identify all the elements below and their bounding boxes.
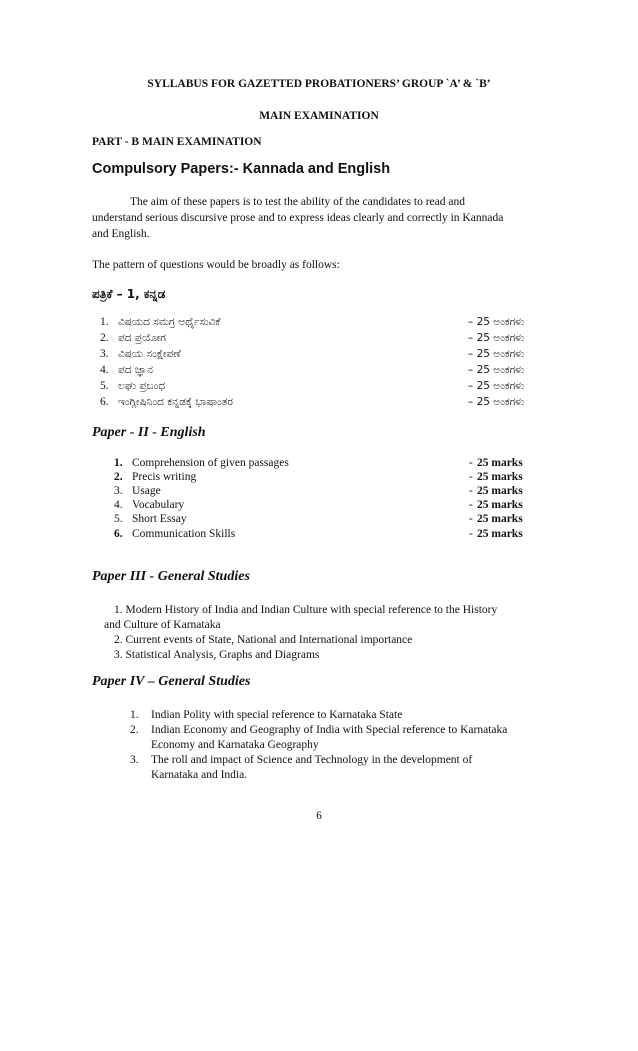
kannada-paper-heading: ಪತ್ರಿಕೆ – 1, ಕನ್ನಡ bbox=[92, 287, 166, 301]
item-text: Usage bbox=[132, 485, 161, 497]
item-marks: – 25 ಅಂಕಗಳು bbox=[468, 396, 525, 408]
item-marks: 25 marks bbox=[477, 513, 523, 525]
item-number: 2. bbox=[114, 471, 123, 483]
english-paper-heading: Paper - II - English bbox=[92, 425, 206, 440]
item-dash: - bbox=[469, 457, 473, 469]
intro-paragraph-line-1: The aim of these papers is to test the ability of the candidates to read and bbox=[130, 196, 465, 208]
list-item bbox=[0, 512, 638, 526]
item-text: ಪದ ಪ್ರಯೋಗ bbox=[118, 332, 166, 344]
list-item bbox=[0, 456, 638, 470]
item-number: 5. bbox=[100, 380, 109, 392]
item-number: 1. bbox=[114, 457, 123, 469]
item-number: 3. bbox=[114, 485, 123, 497]
paper-4-item-number: 3. bbox=[130, 754, 139, 766]
list-item bbox=[0, 363, 638, 377]
item-dash: - bbox=[469, 471, 473, 483]
paper-4-item-number: 2. bbox=[130, 724, 139, 736]
document-subtitle: MAIN EXAMINATION bbox=[259, 110, 379, 122]
item-text: Short Essay bbox=[132, 513, 187, 525]
item-number: 3. bbox=[100, 348, 109, 360]
paper-3-heading: Paper III - General Studies bbox=[92, 569, 250, 584]
item-marks: – 25 ಅಂಕಗಳು bbox=[468, 364, 525, 376]
list-item bbox=[0, 484, 638, 498]
item-text: ಲಘು ಪ್ರಬಂಧ bbox=[118, 380, 166, 392]
item-number: 1. bbox=[100, 316, 109, 328]
part-heading: PART - B MAIN EXAMINATION bbox=[92, 136, 262, 148]
item-text: ಇಂಗ್ಲೀಷಿನಿಂದ ಕನ್ನಡಕ್ಕೆ ಭಾಷಾಂತರ bbox=[118, 396, 233, 408]
item-marks: 25 marks bbox=[477, 499, 523, 511]
item-text: ಪದ ಜ್ಞಾನ bbox=[118, 364, 153, 376]
item-number: 6. bbox=[100, 396, 109, 408]
item-dash: - bbox=[469, 499, 473, 511]
paper-3-item-2: 2. Current events of State, National and International importance bbox=[114, 634, 413, 646]
paper-3-item-1-line-1: 1. Modern History of India and Indian Culture with special reference to the History bbox=[114, 604, 498, 616]
paper-3-item-1-line-2: and Culture of Karnataka bbox=[104, 619, 221, 631]
item-number: 6. bbox=[114, 528, 123, 540]
intro-paragraph-line-3: and English. bbox=[92, 228, 150, 240]
item-marks: – 25 ಅಂಕಗಳು bbox=[468, 380, 525, 392]
item-marks: – 25 ಅಂಕಗಳು bbox=[468, 348, 525, 360]
item-text: Comprehension of given passages bbox=[132, 457, 289, 469]
item-dash: - bbox=[469, 528, 473, 540]
document-title: SYLLABUS FOR GAZETTED PROBATIONERS’ GROUP `A’ & `B’ bbox=[147, 78, 491, 90]
item-marks: – 25 ಅಂಕಗಳು bbox=[468, 332, 525, 344]
item-marks: 25 marks bbox=[477, 485, 523, 497]
item-marks: 25 marks bbox=[477, 457, 523, 469]
paper-4-item-3-line-2: Karnataka and India. bbox=[151, 769, 248, 781]
paper-4-heading: Paper IV – General Studies bbox=[92, 674, 251, 689]
item-text: ವಿಷಯ ಸಂಕ್ಷೇಪಣೆ bbox=[118, 348, 181, 360]
compulsory-papers-heading: Compulsory Papers:- Kannada and English bbox=[92, 161, 391, 177]
paper-4-item-number: 1. bbox=[130, 709, 139, 721]
intro-paragraph-line-2: understand serious discursive prose and to express ideas clearly and correctly in Kannada bbox=[92, 212, 504, 224]
item-number: 2. bbox=[100, 332, 109, 344]
item-text: Communication Skills bbox=[132, 528, 236, 540]
list-item bbox=[0, 315, 638, 329]
item-marks: 25 marks bbox=[477, 471, 523, 483]
paper-4-item-1: Indian Polity with special reference to Karnataka State bbox=[151, 709, 403, 721]
list-item bbox=[0, 498, 638, 512]
item-dash: - bbox=[469, 485, 473, 497]
paper-3-item-3: 3. Statistical Analysis, Graphs and Diagrams bbox=[114, 649, 320, 661]
item-text: ವಿಷಯದ ಸಮಗ್ರ ಅರ್ಥೈಸುವಿಕೆ bbox=[118, 316, 221, 328]
paper-4-item-3-line-1: The roll and impact of Science and Technology in the development of bbox=[151, 754, 473, 766]
item-number: 5. bbox=[114, 513, 123, 525]
item-number: 4. bbox=[100, 364, 109, 376]
item-marks: 25 marks bbox=[477, 528, 523, 540]
paper-4-item-2-line-1: Indian Economy and Geography of India with Special reference to Karnataka bbox=[151, 724, 508, 736]
page-number: 6 bbox=[316, 810, 322, 822]
item-dash: - bbox=[469, 513, 473, 525]
list-item bbox=[0, 395, 638, 409]
item-text: Vocabulary bbox=[132, 499, 185, 511]
list-item bbox=[0, 527, 638, 541]
item-number: 4. bbox=[114, 499, 123, 511]
list-item bbox=[0, 379, 638, 393]
list-item bbox=[0, 347, 638, 361]
list-item bbox=[0, 331, 638, 345]
list-item bbox=[0, 470, 638, 484]
item-text: Precis writing bbox=[132, 471, 197, 483]
pattern-sentence: The pattern of questions would be broadly as follows: bbox=[92, 259, 340, 271]
item-marks: – 25 ಅಂಕಗಳು bbox=[468, 316, 525, 328]
paper-4-item-2-line-2: Economy and Karnataka Geography bbox=[151, 739, 319, 751]
